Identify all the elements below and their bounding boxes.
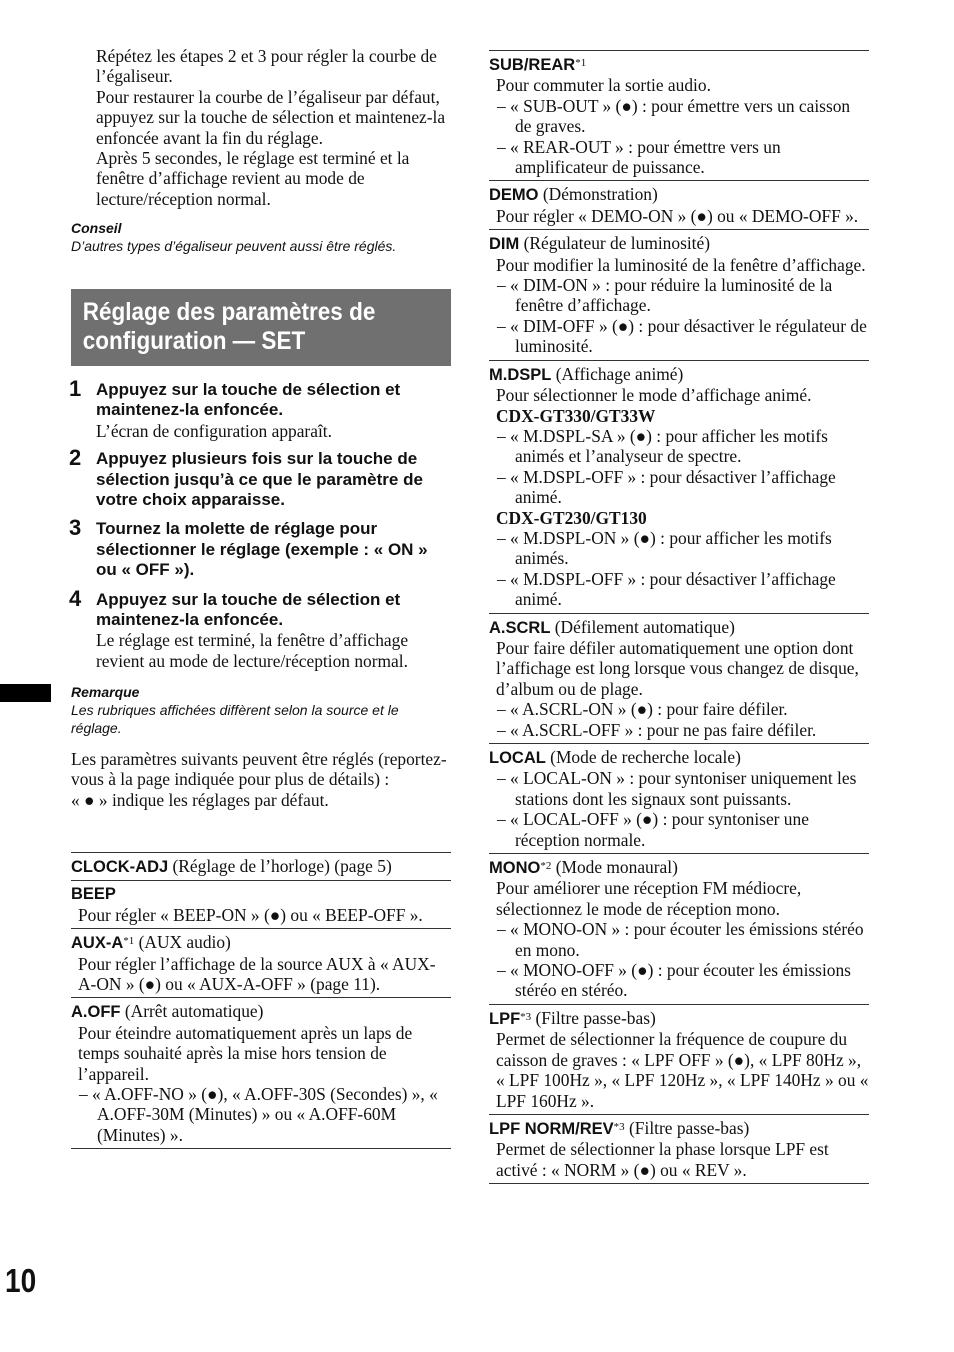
note-box (71, 683, 451, 737)
step-title: Appuyez sur la touche de sélection et maintenez-la enfoncée. (96, 589, 401, 630)
chapter-tab-marker (0, 684, 51, 702)
entry-option: – « M.DSPL-OFF » : pour désactiver l’affichage animé. (497, 568, 836, 610)
step-number: 1 (69, 376, 82, 401)
entry-body: Pour régler « BEEP-ON » (●) ou « BEEP-OFF ». (78, 904, 423, 925)
entry-option: – « DIM-OFF » (●) : pour désactiver le régulateur de luminosité. (497, 315, 867, 357)
section-title-line-2: configuration — SET (82, 327, 306, 355)
note-text: Les rubriques affichées diffèrent selon la source et le réglage. (71, 702, 399, 736)
entry-desc: (Démonstration) (538, 184, 658, 205)
entry-name: LPF (489, 1009, 521, 1028)
entry-name: A.OFF (71, 1003, 121, 1022)
section-banner (71, 289, 451, 366)
settings-list-left (71, 852, 451, 1149)
entry-body: Pour faire défiler automatiquement une option dont l’affichage est long lorsque vous changez de disque, d’album ou de plage. (496, 637, 859, 699)
entry-demo (489, 181, 869, 230)
steps-list (69, 376, 451, 671)
entry-desc: (Mode de recherche locale) (545, 747, 741, 767)
right-column (489, 50, 869, 1184)
entry-aux-a (71, 929, 451, 998)
entry-mono (489, 854, 869, 1005)
entry-desc: (Arrêt automatique) (120, 1001, 264, 1022)
entry-dim (489, 230, 869, 360)
entry-desc: (Filtre passe-bas) (531, 1007, 656, 1028)
step-2 (69, 445, 451, 510)
entry-desc: (Filtre passe-bas) (624, 1117, 750, 1138)
entry-beep (71, 881, 451, 929)
step-number: 4 (69, 585, 82, 611)
entry-clock-adj (71, 852, 451, 881)
entry-option: – « MONO-ON » : pour écouter les émissions stéréo en mono. (497, 919, 864, 960)
settings-intro (71, 749, 451, 810)
entry-option: – « LOCAL-OFF » (●) : pour syntoniser une réception normale. (497, 809, 809, 850)
entry-name: DIM (489, 235, 520, 254)
entry-body: Pour commuter la sortie audio. (496, 75, 711, 96)
default-legend: « ● » indique les réglages par défaut. (71, 789, 329, 810)
page-number: 10 (5, 1262, 37, 1299)
entry-name: BEEP (71, 885, 116, 904)
entry-name: LOCAL (489, 749, 546, 767)
entry-desc: (Régulateur de luminosité) (519, 233, 711, 254)
entry-option: – « M.DSPL-OFF » : pour désactiver l’affichage animé. (497, 466, 836, 508)
entry-option: – « A.SCRL-ON » (●) : pour faire défiler. (497, 699, 788, 720)
step-number: 3 (69, 515, 82, 541)
entry-option: – « A.SCRL-OFF » : pour ne pas faire défiler. (497, 719, 817, 740)
section-title-line-1: Réglage des paramètres de (82, 298, 376, 326)
entry-desc: (Affichage animé) (551, 363, 684, 384)
entry-option: – « M.DSPL-ON » (●) : pour afficher les motifs animés. (497, 527, 832, 569)
entry-lpf (489, 1005, 869, 1115)
entry-desc: (Réglage de l’horloge) (page 5) (168, 856, 392, 876)
tip-text: D’autres types d’égaliseur peuvent aussi être réglés. (71, 238, 397, 254)
intro-line-1: Répétez les étapes 2 et 3 pour régler la courbe de l’égaliseur. (96, 46, 437, 87)
entry-body: Permet de sélectionner la fréquence de coupure du caisson de graves : « LPF OFF » (●), « LPF 80Hz », « LPF 100Hz », « LPF 120Hz », « LPF 140Hz » ou « LPF 160Hz ». (496, 1029, 869, 1111)
intro-text (96, 46, 451, 209)
entry-name: A.SCRL (489, 618, 551, 637)
tip-box (71, 219, 451, 255)
entry-option: – « A.OFF-NO » (●), « A.OFF-30S (Secondes) », « A.OFF-30M (Minutes) » ou « A.OFF-60M (Minutes) ». (79, 1084, 438, 1145)
entry-sub-rear (489, 50, 869, 181)
section-title (71, 289, 427, 366)
step-number: 2 (69, 445, 82, 471)
step-text: L’écran de configuration apparaît. (96, 420, 332, 441)
tip-label: Conseil (71, 220, 122, 236)
entry-body: Permet de sélectionner la phase lorsque LPF est activé : « NORM » (●) ou « REV ». (496, 1139, 829, 1180)
entry-option: – « LOCAL-ON » : pour syntoniser uniquement les stations dont les signaux sont puissants. (497, 768, 857, 809)
entry-footnote: *3 (520, 1010, 532, 1023)
step-text: Le réglage est terminé, la fenêtre d’affichage revient au mode de lecture/réception normal. (96, 630, 409, 671)
entry-m-dspl (489, 361, 869, 614)
entry-name: M.DSPL (489, 365, 552, 384)
entry-desc: (Mode monaural) (551, 857, 678, 878)
entry-name: DEMO (489, 186, 539, 205)
entry-name: LPF NORM/REV (489, 1119, 614, 1138)
entry-desc: (AUX audio) (134, 932, 231, 953)
step-4 (69, 585, 451, 672)
intro-line-3: Après 5 secondes, le réglage est terminé et la fenêtre d’affichage revient au mode de lecture/réception normal. (96, 148, 410, 209)
step-3 (69, 515, 451, 580)
entry-a-off (71, 998, 451, 1149)
entry-footnote: *1 (123, 935, 135, 948)
entry-footnote: *2 (540, 860, 552, 873)
intro-line-2: Pour restaurer la courbe de l’égaliseur par défaut, appuyez sur la touche de sélection et maintenez-la enfoncée avant la fin du réglage. (96, 86, 446, 148)
entry-body: Pour éteindre automatiquement après un laps de temps souhaité après la mise hors tension de l’appareil. (78, 1022, 413, 1084)
entry-option: – « M.DSPL-SA » (●) : pour afficher les motifs animés et l’analyseur de spectre. (497, 425, 828, 467)
entry-name: CLOCK-ADJ (71, 858, 169, 876)
entry-lpf-norm-rev (489, 1115, 869, 1184)
step-title: Appuyez sur la touche de sélection et maintenez-la enfoncée. (96, 380, 401, 420)
entry-body: Pour régler l’affichage de la source AUX à « AUX-A-ON » (●) ou « AUX-A-OFF » (page 11). (78, 953, 436, 995)
entry-name: MONO (489, 859, 541, 878)
entry-body: Pour améliorer une réception FM médiocre, sélectionnez le mode de réception mono. (496, 878, 802, 919)
entry-footnote: *3 (613, 1120, 625, 1133)
settings-intro-text: Les paramètres suivants peuvent être réglés (reportez-vous à la page indiquée pour plus de détails) : (71, 749, 447, 790)
entry-name: SUB/REAR (489, 56, 576, 74)
entry-body: Pour régler « DEMO-ON » (●) ou « DEMO-OFF ». (496, 205, 859, 226)
entry-body: Pour modifier la luminosité de la fenêtre d’affichage. (496, 254, 866, 275)
model-label: CDX-GT330/GT33W (496, 405, 656, 426)
model-label: CDX-GT230/GT130 (496, 507, 647, 528)
entry-local (489, 744, 869, 854)
entry-option: – « MONO-OFF » (●) : pour écouter les émissions stéréo en stéréo. (497, 960, 851, 1001)
entry-a-scrl (489, 614, 869, 744)
entry-desc: (Défilement automatique) (550, 616, 735, 637)
entry-option: – « REAR-OUT » : pour émettre vers un amplificateur de puissance. (497, 136, 781, 178)
entry-option: – « SUB-OUT » (●) : pour émettre vers un caisson de graves. (497, 95, 851, 137)
step-title: Appuyez plusieurs fois sur la touche de sélection jusqu’à ce que le paramètre de votre choix apparaisse. (96, 449, 423, 510)
note-label: Remarque (71, 684, 140, 700)
entry-body: Pour sélectionner le mode d’affichage animé. (496, 385, 812, 406)
entry-name: AUX-A (71, 934, 124, 953)
step-1 (69, 376, 451, 441)
step-title: Tournez la molette de réglage pour sélectionner le réglage (exemple : « ON » ou « OFF »). (96, 519, 428, 580)
entry-option: – « DIM-ON » : pour réduire la luminosité de la fenêtre d’affichage. (497, 275, 833, 316)
entry-footnote: *1 (575, 57, 587, 69)
